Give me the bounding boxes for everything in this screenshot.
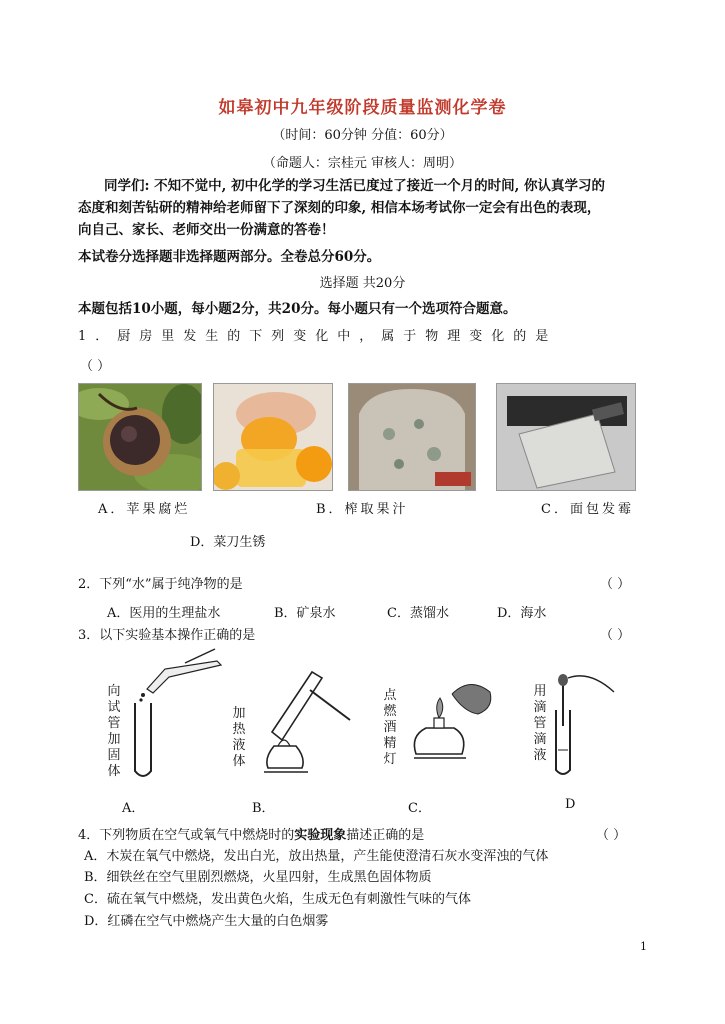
q1-option-a[interactable]: A．苹果腐烂 <box>98 502 191 517</box>
q4-option-a[interactable]: A．木炭在氧气中燃烧，发出白光，放出热量，产生能使澄清石灰水变浑浊的气体 <box>84 849 549 864</box>
intro-line-2: 态度和刻苦钻研的精神给老师留下了深刻的印象, 相信本场考试你一定会有出色的表现， <box>78 200 601 216</box>
exam-time-score: （时间：60分钟 分值：60分） <box>272 128 453 143</box>
intro-paragraph <box>78 175 658 241</box>
rotten-fruit-photo <box>78 383 202 491</box>
page-number: 1 <box>640 940 647 953</box>
q4-answer-paren[interactable]: （ ） <box>596 828 627 843</box>
q2-option-c[interactable]: C．蒸馏水 <box>387 606 449 621</box>
section-title: 选择题 共20分 <box>319 276 406 291</box>
q2-answer-paren[interactable]: （ ） <box>600 577 631 592</box>
q4-option-b[interactable]: B．细铁丝在空气里剧烈燃烧，火星四射，生成黑色固体物质 <box>84 870 432 885</box>
use-dropper-diagram <box>550 670 620 780</box>
q3-option-d[interactable]: D <box>565 797 576 812</box>
q4-stem-emphasis: 实验现象 <box>294 828 347 843</box>
exam-authors: （命题人：宗桂元 审核人：周明） <box>262 156 463 171</box>
q3-stem: 3．以下实验基本操作正确的是 <box>78 628 256 643</box>
q4-stem <box>78 824 424 843</box>
q4-stem-pre: 4．下列物质在空气或氧气中燃烧时的 <box>78 828 295 843</box>
q3-option-b[interactable]: B． <box>252 801 275 816</box>
juicing-photo <box>213 383 333 491</box>
page-title: 如皋初中九年级阶段质量监测化学卷 <box>218 98 507 118</box>
heat-liquid-diagram <box>250 660 360 785</box>
intro-line-3: 向自己、家长、老师交出一份满意的答卷！ <box>78 222 335 238</box>
q2-stem: 2．下列“水”属于纯净物的是 <box>78 577 243 592</box>
q3-label-c: 点燃酒精灯 <box>383 688 397 767</box>
add-solid-to-test-tube-diagram <box>125 643 225 783</box>
q2-option-a[interactable]: A．医用的生理盐水 <box>107 606 221 621</box>
q1-option-c[interactable]: C．面包发霉 <box>541 502 634 517</box>
moldy-bread-photo <box>348 383 476 491</box>
kitchen-knife-photo <box>496 383 636 491</box>
q4-option-d[interactable]: D．红磷在空气中燃烧产生大量的白色烟雾 <box>84 914 329 929</box>
q1-option-d[interactable]: D．菜刀生锈 <box>190 535 266 550</box>
q4-stem-post: 描述正确的是 <box>346 828 425 843</box>
intro-line-1: 同学们: 不知不觉中, 初中化学的学习生活已度过了接近一个月的时间, 你认真学习的 <box>104 178 605 194</box>
q1-stem: 1．厨房里发生的下列变化中，属于物理变化的是 <box>78 329 558 344</box>
q4-option-c[interactable]: C．硫在氧气中燃烧，发出黄色火焰，生成无色有刺激性气味的气体 <box>84 892 471 907</box>
q2-option-d[interactable]: D．海水 <box>497 606 547 621</box>
light-alcohol-lamp-diagram <box>400 672 500 772</box>
q3-label-d: 用滴管滴液 <box>533 684 547 763</box>
paper-note: 本试卷分选择题非选择题两部分。全卷总分60分。 <box>78 249 381 265</box>
q1-option-b[interactable]: B．榨取果汁 <box>316 502 409 517</box>
q3-answer-paren[interactable]: （ ） <box>600 628 631 643</box>
q1-answer-paren[interactable]: （ ） <box>80 359 111 374</box>
q3-option-c[interactable]: C． <box>408 801 431 816</box>
q3-label-b: 加热液体 <box>232 706 246 769</box>
q2-option-b[interactable]: B．矿泉水 <box>274 606 336 621</box>
q3-option-a[interactable]: A． <box>122 801 145 816</box>
q3-label-a: 向试管加固体 <box>107 684 121 779</box>
section-instruction: 本题包括10小题，每小题2分，共20分。每小题只有一个选项符合题意。 <box>78 301 517 317</box>
